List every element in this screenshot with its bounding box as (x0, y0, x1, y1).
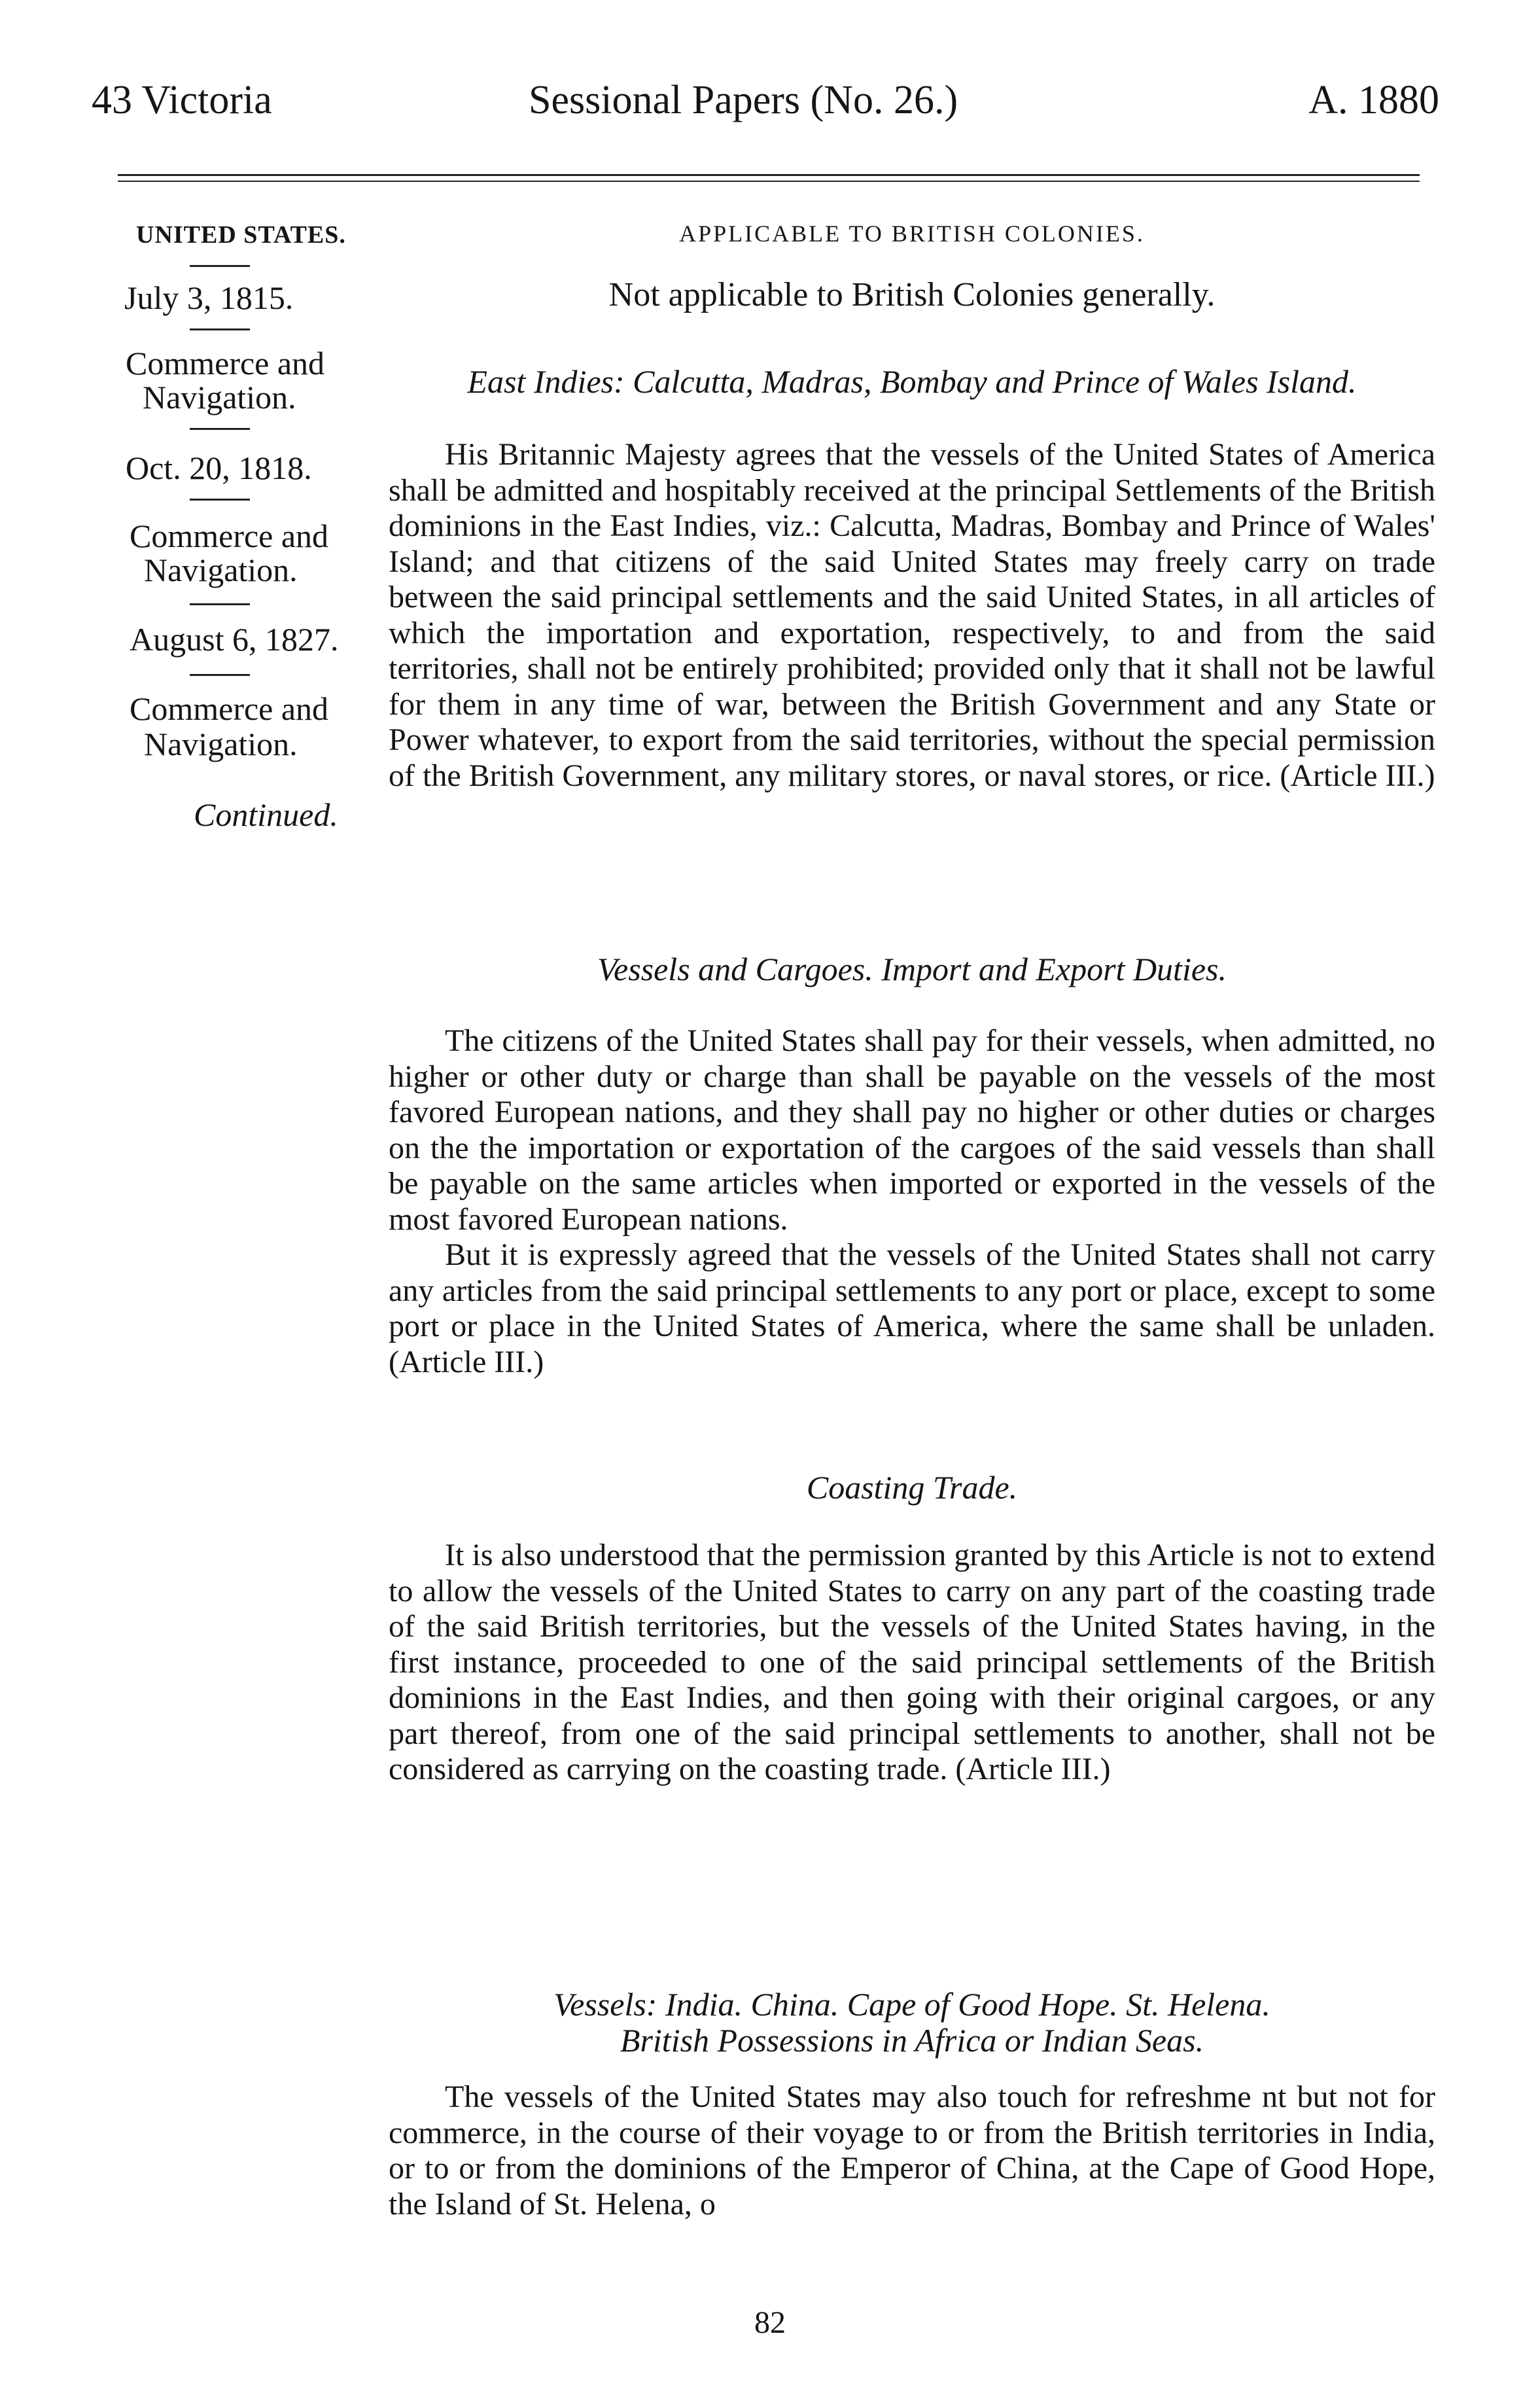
margin-divider (190, 265, 250, 267)
margin-divider (190, 499, 250, 501)
margin-subject-1818b: Navigation. (144, 552, 298, 588)
paragraph-refreshment: The vessels of the United States may also touch for refreshme nt but not for commerce, in the course of their voyage to or from the British territories in India, or to or from the dominions of the Emperor of China, at the Cape of Good Hope, the Island of St. Helena, o (389, 2080, 1435, 2222)
header-year: A. 1880 (1308, 78, 1439, 122)
body-india-heading (389, 1987, 1435, 2058)
margin-subject-1827b: Navigation. (144, 726, 298, 762)
margin-subject-1827a: Commerce and (130, 690, 329, 727)
paragraph-coasting: It is also understood that the permission granted by this Article is not to extend to allow the vessels of the United States to carry on any part of the coasting trade of the said British territories, but the vessels of the United States having, in the first instance, proceeded to one of the said principal settlements of the British dominions in the East Indies, and then going with their original cargoes, or any part thereof, from one of the said principal settlements to another, shall not be considered as carrying on the coasting trade. (Article III.) (389, 1538, 1435, 1786)
header-title: Sessional Papers (No. 26.) (529, 78, 958, 122)
body-vessels-heading (389, 951, 1435, 987)
vessels-cargoes-heading: Vessels and Cargoes. Import and Export Duties. (597, 951, 1227, 987)
margin-divider (190, 674, 250, 676)
body-not-applicable (389, 277, 1435, 313)
margin-divider (190, 328, 250, 330)
margin-continued: Continued. (194, 796, 338, 833)
body-paragraph-1 (389, 437, 1435, 794)
india-heading-line2: British Possessions in Africa or Indian Seas. (620, 2021, 1204, 2059)
margin-notes (0, 0, 393, 916)
column-title: APPLICABLE TO BRITISH COLONIES. (679, 221, 1145, 247)
paragraph-unladen: But it is expressly agreed that the vessels of the United States shall not carry any articles from the said principal settlements to any port or place, except to some port or place in the United States of America, where the same shall be unladen. (Article III.) (389, 1237, 1435, 1379)
not-applicable-text: Not applicable to British Colonies generally. (608, 276, 1216, 313)
body-paragraph-4 (389, 1538, 1435, 1788)
body-paragraph-2 (389, 1023, 1435, 1380)
margin-date-1827: August 6, 1827. (130, 621, 339, 658)
body-column-title (389, 216, 1435, 252)
page-number: 82 (754, 2305, 786, 2340)
body-paragraph-5 (389, 2080, 1435, 2222)
margin-date-1815: July 3, 1815. (124, 279, 294, 316)
margin-date-1818: Oct. 20, 1818. (126, 450, 312, 486)
paragraph-duties: The citizens of the United States shall pay for their vessels, when admitted, no higher or other duty or charge than shall be payable on the vessels of the most favored European nations, and they shall pay no higher or other duties or charges on the the importation or exportation of the cargoes of the said vessels than shall be payable on the same articles when imported or exported in the vessels of the most favored European nations. (389, 1023, 1435, 1237)
margin-subject-1818a: Commerce and (130, 518, 329, 554)
paragraph-article-iii: His Britannic Majesty agrees that the vessels of the United States of America shall be admitted and hospitably received at the principal Settlements of the British dominions in the East Indies, viz.: Calcutta, Madras, Bombay and Prince of Wales' Island; and that citizens of the said United States may freely carry on trade between the said principal settlements and the said United States, in all articles of which the importation and exportation, respectively, to and from the said territories, shall not be entirely prohibited; provided only that it shall not be lawful for them in any time of war, between the British Government and any State or Power whatever, to export from the said territories, without the special permission of the British Government, any military stores, or naval stores, or rice. (Article III.) (389, 437, 1435, 793)
east-indies-heading: East Indies: Calcutta, Madras, Bombay and Prince of Wales Island. (467, 363, 1357, 400)
body-coasting-heading (389, 1470, 1435, 1506)
header-session: 43 Victoria (92, 78, 272, 122)
margin-subject-1815a: Commerce and (126, 345, 325, 381)
margin-divider (190, 428, 250, 430)
margin-subject-1815b: Navigation. (143, 379, 296, 416)
margin-divider (190, 603, 250, 605)
coasting-trade-heading: Coasting Trade. (806, 1469, 1018, 1506)
india-heading-line1: Vessels: India. China. Cape of Good Hope. St. Helena. (553, 1986, 1270, 2023)
body-east-indies-heading (389, 364, 1435, 400)
margin-country: UNITED STATES. (136, 221, 346, 249)
